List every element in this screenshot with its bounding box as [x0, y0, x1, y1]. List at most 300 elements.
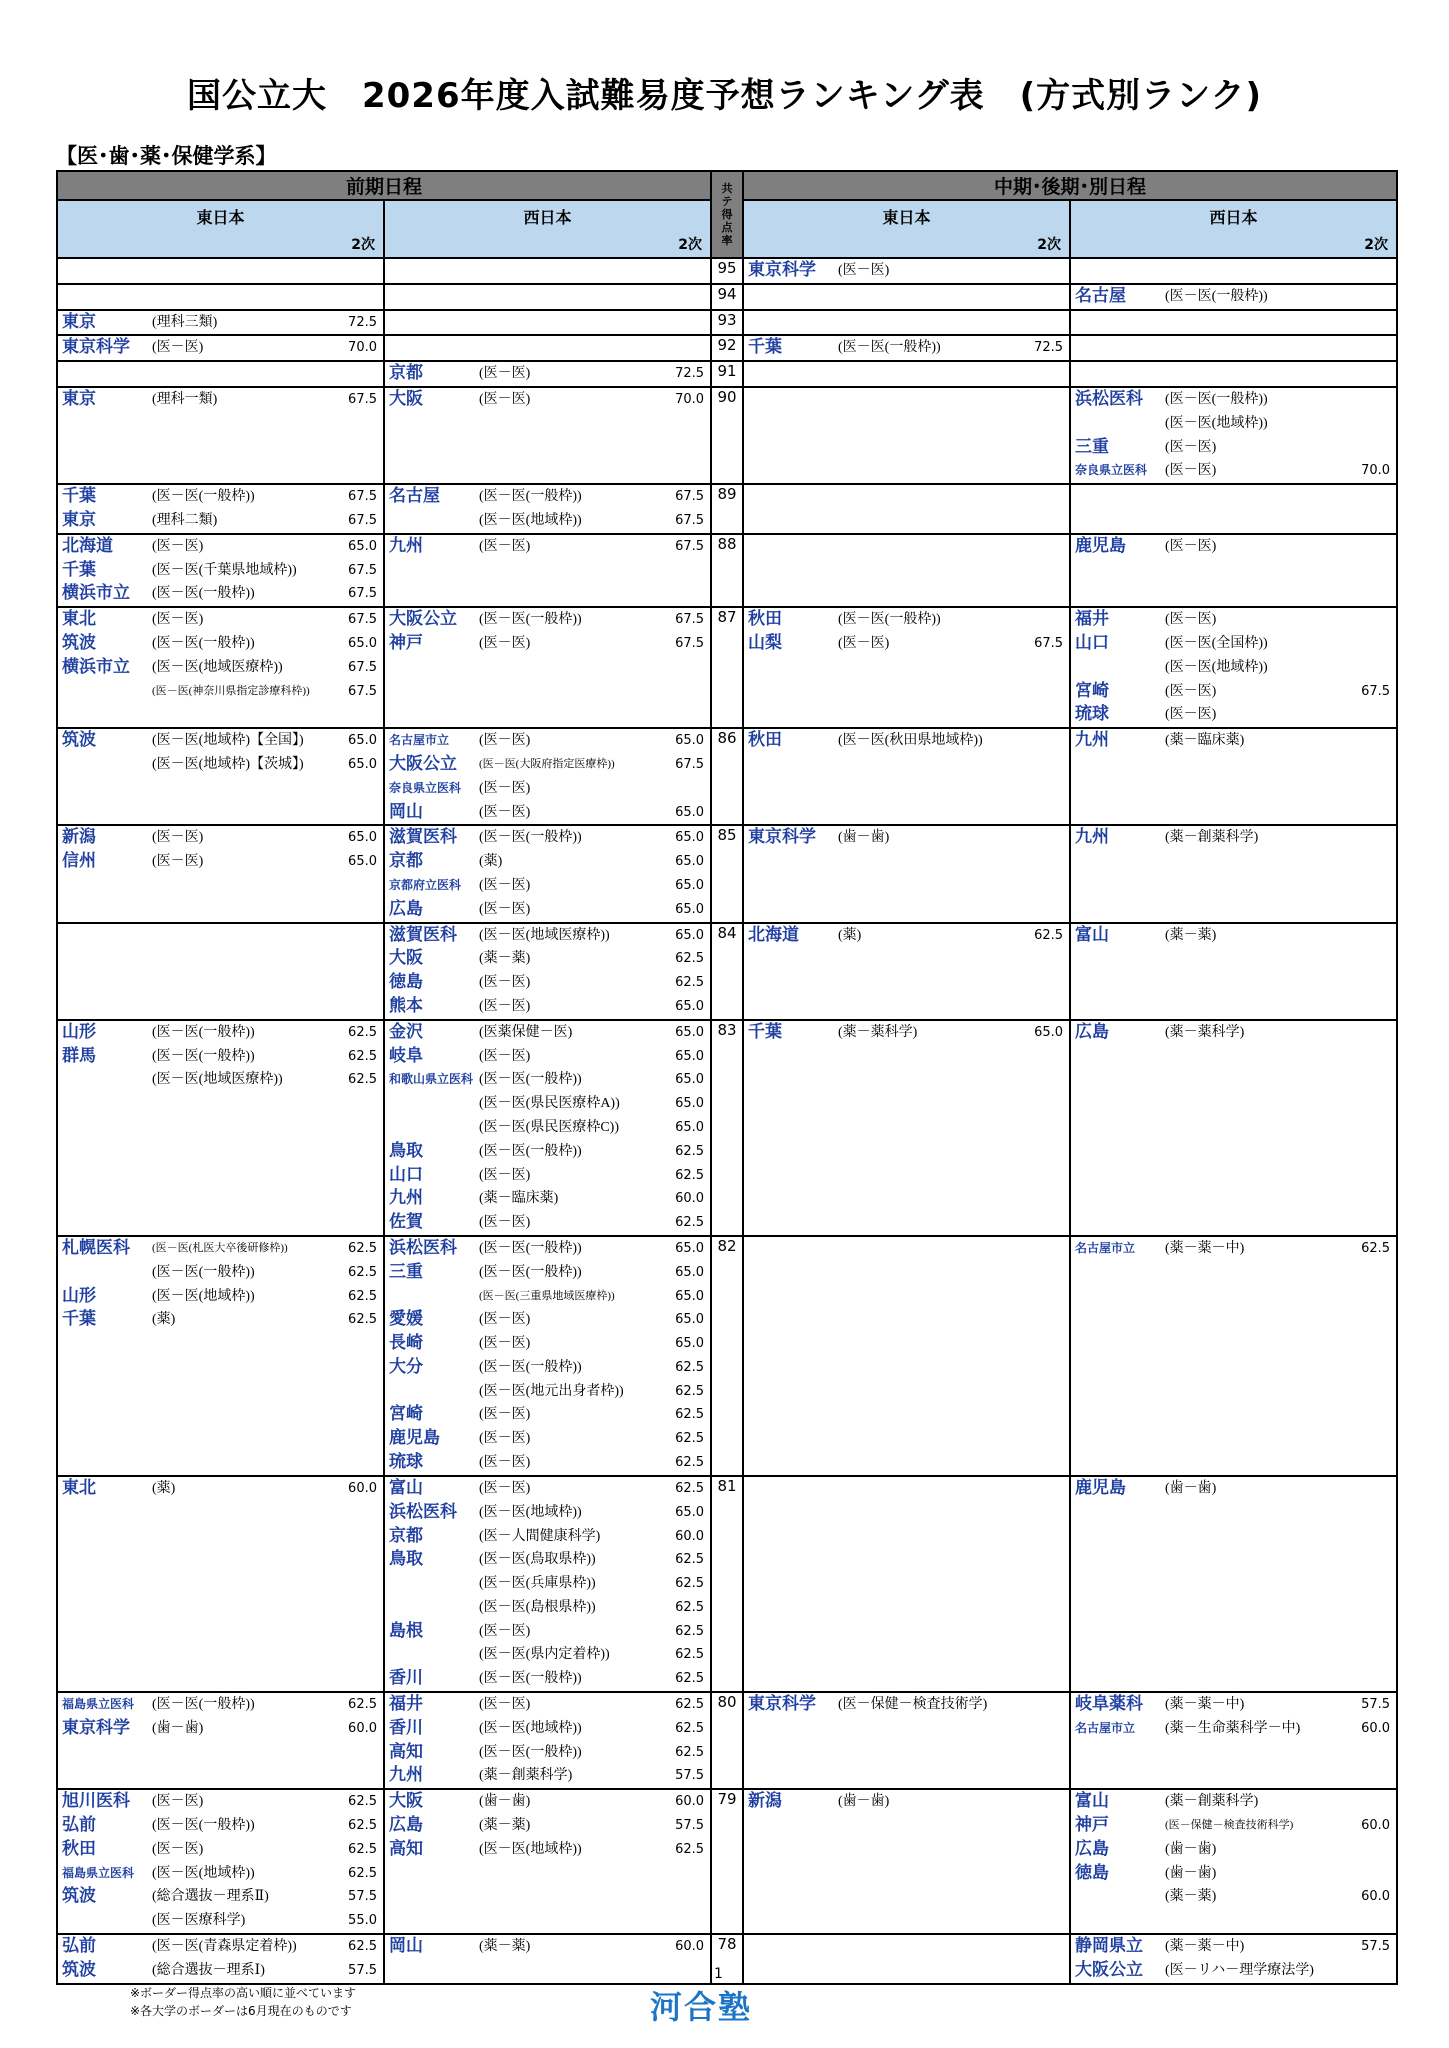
- niji-score: 62.5: [348, 1240, 377, 1256]
- chuki-east-cell: [743, 310, 1070, 336]
- university-name: 秋田: [748, 609, 783, 630]
- university-entry: [385, 1092, 710, 1116]
- university-name: 九州: [1075, 827, 1110, 848]
- program-name: (医－医): [479, 1048, 531, 1064]
- university-name: 大阪公立: [389, 753, 457, 774]
- niji-score: 65.0: [675, 1096, 705, 1112]
- university-entry: [58, 850, 383, 874]
- university-entry: [1071, 285, 1396, 309]
- university-name: 京都府立医科: [389, 877, 462, 892]
- university-entry: [1071, 729, 1396, 753]
- chuki-west-cell: [1070, 607, 1397, 728]
- program-name: (医－医(地域枠)): [479, 1504, 582, 1520]
- university-entry: [385, 1693, 710, 1717]
- university-entry: [385, 1332, 710, 1356]
- university-entry: [1071, 1021, 1396, 1045]
- niji-score: 62.5: [348, 1264, 377, 1280]
- program-name: (薬－薬科学): [1165, 1024, 1245, 1040]
- university-name: 佐賀: [389, 1212, 423, 1233]
- program-name: (薬－薬－中): [1165, 1240, 1245, 1256]
- west-header-chuki: 西日本 2次: [1070, 200, 1397, 258]
- niji-score: 70.0: [348, 340, 377, 356]
- zenki-east-cell: [57, 310, 384, 336]
- university-name: 熊本: [389, 995, 423, 1016]
- program-name: (医－医(地域枠)): [152, 1288, 255, 1304]
- university-entry: [1071, 1717, 1396, 1741]
- zenki-west-cell: [384, 310, 711, 336]
- niji-score: 62.5: [348, 1794, 377, 1810]
- niji-score: 65.0: [675, 1288, 705, 1304]
- program-name: (医－保健－検査技術学): [838, 1697, 988, 1713]
- zenki-east-cell: [57, 1789, 384, 1934]
- niji-score: 62.5: [348, 1072, 377, 1088]
- niji-score: 62.5: [1034, 927, 1064, 943]
- niji-score: 65.0: [675, 998, 705, 1014]
- university-name: 富山: [1075, 924, 1110, 945]
- niji-score: 65.0: [675, 1504, 705, 1520]
- program-name: (医－医(一般枠)): [479, 489, 582, 505]
- niji-score: 65.0: [675, 877, 705, 893]
- rank-value: 91: [711, 361, 743, 387]
- program-name: (医－医(一般枠)): [479, 830, 582, 846]
- program-name: (薬): [838, 927, 862, 943]
- rank-row: [57, 923, 1397, 1020]
- university-entry: [385, 1838, 710, 1862]
- rank-row: [57, 284, 1397, 310]
- rank-value: 82: [711, 1236, 743, 1476]
- university-name: 東京科学: [748, 260, 817, 280]
- chuki-header: 中期･後期･別日程: [743, 171, 1397, 200]
- chuki-east-cell: [743, 1934, 1070, 1984]
- university-name: 富山: [389, 1477, 423, 1498]
- niji-score: 62.5: [675, 1215, 705, 1231]
- zenki-west-cell: [384, 1692, 711, 1789]
- niji-score: 67.5: [348, 612, 377, 628]
- university-name: 新潟: [62, 827, 96, 848]
- chuki-west-cell: [1070, 1476, 1397, 1692]
- ranking-body: [57, 258, 1397, 1984]
- niji-score: 62.5: [1361, 1240, 1391, 1256]
- west-header-zenki: 西日本 2次: [384, 200, 711, 258]
- program-name: (医－医): [479, 538, 531, 554]
- niji-score: 62.5: [675, 1455, 705, 1471]
- program-name: (医－医): [479, 1431, 531, 1447]
- niji-score: 60.0: [675, 1191, 705, 1207]
- program-name: (医－医(地域枠)): [479, 1841, 582, 1857]
- university-name: 長崎: [389, 1333, 423, 1354]
- university-entry: [1071, 826, 1396, 850]
- niji-score: 65.0: [348, 635, 377, 651]
- university-name: 浜松医科: [389, 1237, 457, 1258]
- program-name: (歯－歯): [479, 1794, 531, 1810]
- program-name: (医－医(一般枠)): [1165, 391, 1268, 407]
- niji-score: 65.0: [675, 901, 705, 917]
- program-name: (医－医(一般枠)): [152, 635, 255, 651]
- niji-score: 67.5: [348, 683, 377, 699]
- chuki-east-cell: [743, 258, 1070, 284]
- zenki-west-cell: [384, 1476, 711, 1692]
- chuki-west-cell: [1070, 1020, 1397, 1236]
- university-entry: [385, 632, 710, 656]
- chuki-west-cell: [1070, 335, 1397, 361]
- university-name: 九州: [389, 535, 423, 556]
- program-name: (薬－薬): [479, 951, 531, 967]
- program-name: (薬－生命薬科学－中): [1165, 1720, 1301, 1736]
- program-name: (歯－歯): [838, 830, 890, 846]
- program-name: (医－医): [479, 1697, 531, 1713]
- chuki-east-cell: [743, 1020, 1070, 1236]
- university-name: 和歌山県立医科: [389, 1072, 474, 1087]
- university-entry: [58, 1021, 383, 1045]
- university-entry: [58, 1717, 383, 1741]
- kawaijuku-logo: 河合塾: [650, 1988, 753, 2026]
- university-name: 奈良県立医科: [389, 780, 462, 795]
- university-entry: [385, 1164, 710, 1188]
- niji-score: 57.5: [348, 1889, 377, 1905]
- rank-row: [57, 484, 1397, 534]
- niji-score: 67.5: [675, 756, 705, 772]
- zenki-east-cell: [57, 607, 384, 728]
- university-name: 徳島: [1075, 1862, 1110, 1883]
- zenki-west-cell: [384, 1236, 711, 1476]
- program-name: (歯－歯): [1165, 1841, 1217, 1857]
- program-name: (医－医(兵庫県枠)): [479, 1576, 596, 1592]
- university-name: 岐阜薬科: [1075, 1694, 1144, 1715]
- program-name: (歯－歯): [152, 1720, 204, 1736]
- university-name: 筑波: [62, 1886, 96, 1907]
- program-name: (医－医(一般枠)): [152, 1024, 255, 1040]
- program-name: (医－医(地域枠)): [479, 512, 582, 528]
- note-2: ※各大学のボーダーは6月現在のものです: [130, 2004, 352, 2018]
- university-name: 東京科学: [748, 827, 817, 848]
- chuki-west-cell: [1070, 310, 1397, 336]
- program-name: (医－医(地域枠)): [152, 1865, 255, 1881]
- rank-row: [57, 1476, 1397, 1692]
- university-name: 鹿児島: [1075, 535, 1127, 556]
- university-entry: [385, 1643, 710, 1667]
- rank-value: 78: [711, 1934, 743, 1984]
- niji-score: 70.0: [675, 391, 705, 407]
- university-entry: [385, 1380, 710, 1404]
- niji-score: 65.0: [675, 1072, 705, 1088]
- chuki-west-cell: [1070, 1236, 1397, 1476]
- niji-score: 62.5: [675, 1623, 705, 1639]
- program-name: (医－医(神奈川県指定診療科枠)): [152, 684, 310, 697]
- university-name: 高知: [389, 1838, 423, 1859]
- program-name: (薬－薬科学): [838, 1024, 918, 1040]
- university-entry: [1071, 1959, 1396, 1983]
- university-name: 山梨: [748, 632, 783, 653]
- rank-row: [57, 1789, 1397, 1934]
- university-entry: [58, 336, 383, 360]
- university-name: 神戸: [389, 632, 423, 653]
- program-name: (医－医(一般枠)): [479, 1072, 582, 1088]
- university-entry: [1071, 535, 1396, 559]
- university-name: 滋賀医科: [389, 827, 457, 848]
- chuki-west-cell: [1070, 1789, 1397, 1934]
- university-entry: [744, 826, 1069, 850]
- program-name: (医－医(一般枠)): [152, 1697, 255, 1713]
- program-name: (医－医): [479, 1407, 531, 1423]
- east-header-zenki: 東日本 2次: [57, 200, 384, 258]
- niji-score: 62.5: [348, 1939, 377, 1955]
- university-name: 京都: [389, 851, 423, 872]
- program-name: (医－医): [479, 1336, 531, 1352]
- niji-score: 67.5: [1361, 683, 1391, 699]
- rank-row: [57, 534, 1397, 607]
- university-name: 千葉: [62, 1309, 96, 1330]
- university-entry: [1071, 1814, 1396, 1838]
- university-name: 浜松医科: [389, 1501, 457, 1522]
- university-entry: [58, 608, 383, 632]
- program-name: (医－医(一般枠)): [152, 1264, 255, 1280]
- university-name: 愛媛: [389, 1309, 423, 1330]
- university-entry: [385, 729, 710, 753]
- program-name: (歯－歯): [838, 1794, 890, 1810]
- niji-score: 62.5: [675, 1576, 705, 1592]
- section-label: 【医･歯･薬･保健学系】: [56, 144, 277, 168]
- university-name: 東京科学: [62, 1717, 130, 1738]
- university-name: 筑波: [62, 1959, 96, 1980]
- program-name: (医－医): [838, 263, 890, 278]
- chuki-west-cell: [1070, 534, 1397, 607]
- university-entry: [385, 1548, 710, 1572]
- university-name: 広島: [389, 1815, 423, 1836]
- program-name: (薬－創薬科学): [479, 1768, 573, 1784]
- university-entry: [58, 1068, 383, 1092]
- program-name: (医－医(地元出身者枠)): [479, 1383, 624, 1399]
- university-name: 山口: [389, 1164, 423, 1185]
- university-entry: [1071, 388, 1396, 412]
- university-entry: [58, 1285, 383, 1309]
- university-name: 広島: [1075, 1838, 1110, 1859]
- university-entry: [58, 1790, 383, 1814]
- niji-score: 60.0: [1361, 1720, 1391, 1736]
- chuki-east-cell: [743, 284, 1070, 310]
- university-name: 九州: [1075, 730, 1110, 751]
- niji-score: 62.5: [348, 1312, 377, 1328]
- zenki-west-cell: [384, 534, 711, 607]
- ranking-table: [56, 170, 1398, 1985]
- university-name: 宮崎: [389, 1404, 423, 1425]
- university-entry: [58, 826, 383, 850]
- niji-score: 62.5: [675, 975, 705, 991]
- university-entry: [385, 947, 710, 971]
- niji-score: 62.5: [675, 1671, 705, 1687]
- niji-score: 62.5: [675, 1480, 705, 1496]
- university-entry: [58, 1045, 383, 1069]
- program-name: (医－医(鳥取県枠)): [479, 1552, 596, 1568]
- niji-score: 65.0: [348, 538, 377, 554]
- rank-row: [57, 1934, 1397, 1984]
- zenki-east-cell: [57, 728, 384, 825]
- program-name: (医－医): [479, 1312, 531, 1328]
- niji-score: 62.5: [675, 1143, 705, 1159]
- program-name: (医－医): [479, 1480, 531, 1496]
- university-entry: [1071, 1477, 1396, 1501]
- niji-score: 62.5: [675, 1599, 705, 1615]
- chuki-east-cell: [743, 923, 1070, 1020]
- university-entry: [385, 777, 710, 801]
- university-entry: [58, 1838, 383, 1862]
- zenki-east-cell: [57, 923, 384, 1020]
- program-name: (医－医(一般枠)): [152, 1818, 255, 1834]
- university-name: 福井: [1075, 609, 1110, 630]
- university-name: 徳島: [389, 972, 423, 993]
- program-name: (医－人間健康科学): [479, 1528, 601, 1544]
- niji-score: 57.5: [675, 1818, 705, 1834]
- university-name: 東京科学: [748, 1694, 817, 1715]
- zenki-west-cell: [384, 1020, 711, 1236]
- program-name: (医－医(一般枠)): [152, 489, 255, 505]
- rank-value: 80: [711, 1692, 743, 1789]
- program-name: (薬): [152, 1312, 176, 1328]
- program-name: (医－医): [479, 1215, 531, 1231]
- niji-score: 67.5: [1034, 635, 1064, 651]
- university-name: 東北: [62, 609, 96, 630]
- page-title: 国公立大 2026年度入試難易度予想ランキング表 (方式別ランク): [186, 76, 1262, 116]
- university-entry: [385, 1308, 710, 1332]
- niji-score: 72.5: [1034, 340, 1064, 356]
- university-entry: [385, 1572, 710, 1596]
- university-name: 香川: [389, 1717, 423, 1738]
- university-entry: [385, 1525, 710, 1549]
- university-entry: [1071, 1693, 1396, 1717]
- niji-score: 62.5: [348, 1048, 377, 1064]
- niji-score: 60.0: [1361, 1889, 1391, 1905]
- university-name: 広島: [389, 898, 423, 919]
- university-name: 大阪公立: [1075, 1959, 1144, 1980]
- zenki-east-cell: [57, 387, 384, 484]
- university-entry: [385, 971, 710, 995]
- niji-score: 65.0: [675, 1024, 705, 1040]
- rank-value: 81: [711, 1476, 743, 1692]
- program-name: (医－医(地域枠)): [1165, 659, 1268, 675]
- program-name: (医－保健－検査技術科学): [1165, 1819, 1294, 1832]
- program-name: (医－医(地域医療枠)): [152, 1072, 283, 1088]
- zenki-east-cell: [57, 258, 384, 284]
- zenki-east-cell: [57, 1692, 384, 1789]
- program-name: (薬－臨床薬): [1165, 733, 1245, 749]
- university-name: 神戸: [1075, 1815, 1110, 1836]
- university-entry: [1071, 459, 1396, 483]
- university-name: 大分: [389, 1356, 423, 1377]
- program-name: (医－医): [1165, 463, 1217, 479]
- program-name: (医－医(一般枠)): [479, 1240, 582, 1256]
- rank-value: 83: [711, 1020, 743, 1236]
- university-entry: [385, 1211, 710, 1235]
- university-entry: [385, 1935, 710, 1959]
- niji-score: 62.5: [348, 1841, 377, 1857]
- zenki-east-cell: [57, 1236, 384, 1476]
- chuki-west-cell: [1070, 825, 1397, 922]
- zenki-west-cell: [384, 387, 711, 484]
- university-name: 九州: [389, 1765, 423, 1786]
- niji-score: 67.5: [675, 489, 705, 505]
- university-entry: [1071, 924, 1396, 948]
- program-name: (医－医(一般枠)): [479, 1744, 582, 1760]
- university-entry: [58, 485, 383, 509]
- university-name: 千葉: [62, 486, 96, 507]
- university-entry: [744, 608, 1069, 632]
- university-name: 三重: [1075, 436, 1110, 457]
- university-entry: [385, 1116, 710, 1140]
- niji-score: 67.5: [675, 538, 705, 554]
- program-name: (薬－薬): [479, 1818, 531, 1834]
- program-name: (医－医(一般枠)): [838, 340, 941, 356]
- niji-score: 57.5: [348, 1962, 377, 1978]
- chuki-east-cell: [743, 1476, 1070, 1692]
- program-name: (医－医): [152, 830, 204, 846]
- university-name: 信州: [62, 851, 96, 872]
- program-name: (薬－薬): [479, 1939, 531, 1955]
- program-name: (医－医): [479, 1167, 531, 1183]
- university-name: 名古屋: [389, 486, 440, 507]
- university-name: 浜松医科: [1075, 388, 1144, 409]
- university-entry: [385, 1427, 710, 1451]
- niji-score: 62.5: [348, 1288, 377, 1304]
- university-name: 大阪: [389, 1791, 423, 1812]
- niji-score: 65.0: [348, 830, 377, 846]
- niji-score: 60.0: [1361, 1818, 1391, 1834]
- program-name: (医－医): [479, 901, 531, 917]
- program-name: (歯－歯): [1165, 1865, 1217, 1881]
- program-name: (医－医(秋田県地域枠)): [838, 733, 983, 749]
- university-entry: [58, 1261, 383, 1285]
- chuki-east-cell: [743, 387, 1070, 484]
- niji-score: 57.5: [675, 1768, 705, 1784]
- university-entry: [58, 753, 383, 777]
- program-name: (医－医): [152, 612, 204, 628]
- university-entry: [1071, 436, 1396, 460]
- university-entry: [385, 1045, 710, 1069]
- university-name: 奈良県立医科: [1075, 463, 1148, 478]
- program-name: (医－医): [479, 635, 531, 651]
- zenki-west-cell: [384, 284, 711, 310]
- university-name: 秋田: [748, 730, 783, 751]
- program-name: (医－医(島根県枠)): [479, 1599, 596, 1615]
- university-name: 名古屋市立: [1075, 1240, 1136, 1255]
- niji-score: 67.5: [675, 512, 705, 528]
- university-entry: [385, 362, 710, 386]
- zenki-west-cell: [384, 923, 711, 1020]
- chuki-west-cell: [1070, 923, 1397, 1020]
- university-entry: [385, 1285, 710, 1309]
- university-entry: [385, 1021, 710, 1045]
- university-name: 東京科学: [62, 337, 130, 358]
- university-entry: [58, 1814, 383, 1838]
- niji-score: 60.0: [348, 1480, 377, 1496]
- program-name: (医－医(大阪府指定医療枠)): [479, 757, 615, 770]
- university-entry: [1071, 1862, 1396, 1886]
- university-name: 北海道: [748, 924, 800, 945]
- niji-score: 67.5: [348, 512, 377, 528]
- chuki-west-cell: [1070, 1934, 1397, 1984]
- university-name: 弘前: [62, 1815, 96, 1836]
- program-name: (医－医): [479, 366, 531, 382]
- university-name: 滋賀医科: [389, 924, 457, 945]
- chuki-east-cell: [743, 484, 1070, 534]
- rank-value: 86: [711, 728, 743, 825]
- university-entry: [385, 1741, 710, 1765]
- rank-value: 79: [711, 1789, 743, 1934]
- university-name: 名古屋市立: [1075, 1720, 1136, 1735]
- rank-value: 89: [711, 484, 743, 534]
- chuki-west-cell: [1070, 258, 1397, 284]
- program-name: (医－医(三重県地域医療枠)): [479, 1289, 615, 1302]
- university-name: 福島県立医科: [62, 1697, 135, 1712]
- university-entry: [385, 485, 710, 509]
